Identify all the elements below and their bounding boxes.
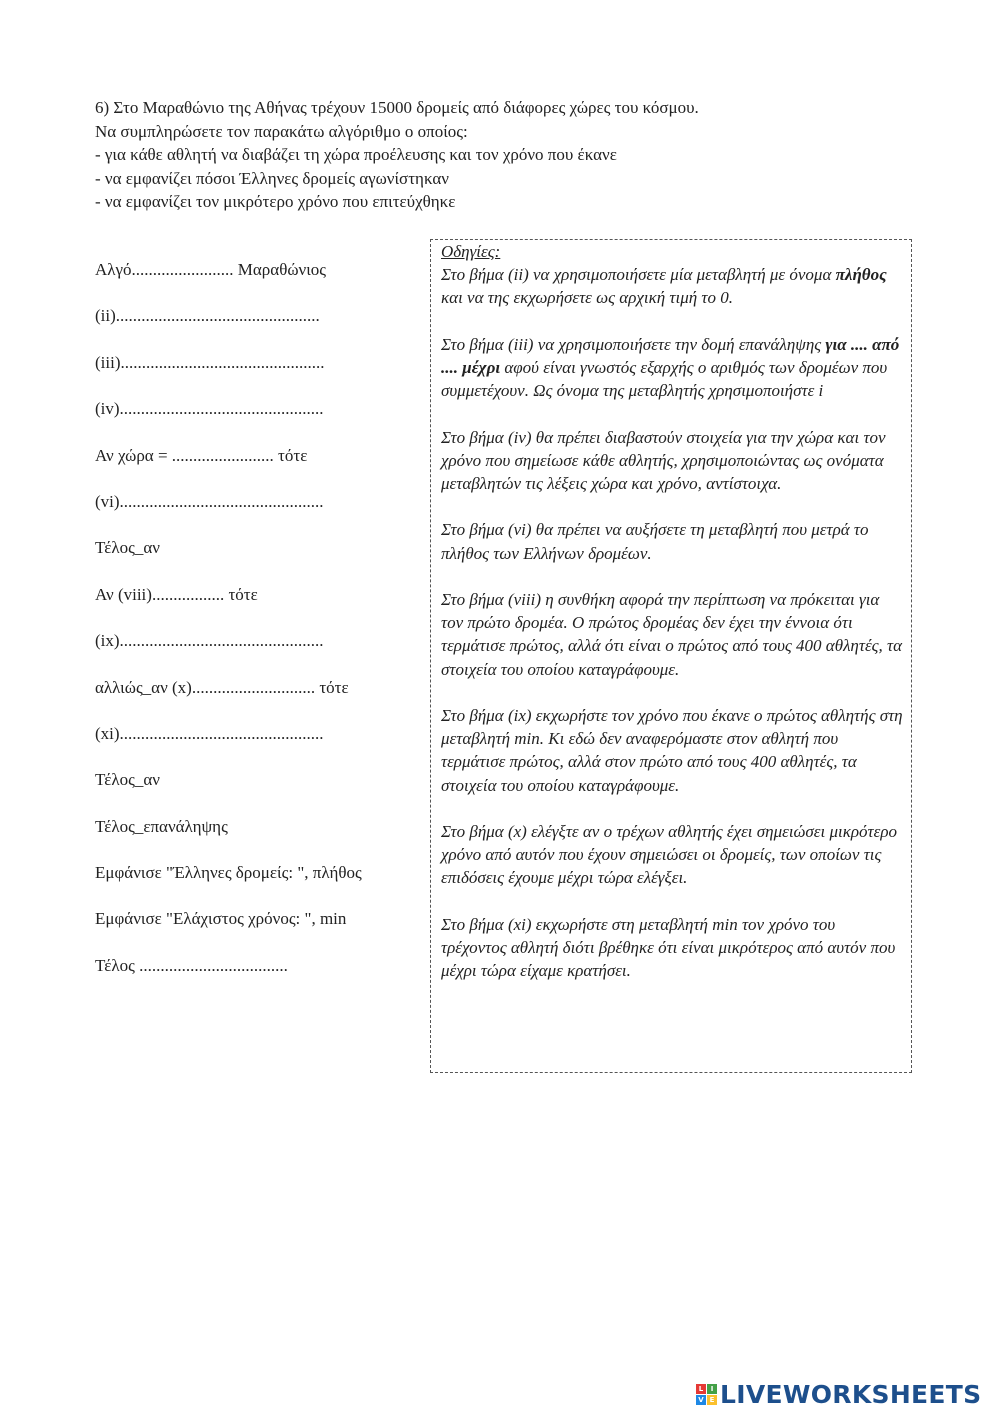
instruction-paragraph: Στο βήμα (vi) θα πρέπει να αυξήσετε τη μεταβλητή που μετρά το πλήθος των Ελλήνων δρομέων. <box>441 520 869 563</box>
algorithm-line: Τέλος_επανάληψης <box>95 816 228 836</box>
intro-line: 6) Στο Μαραθώνιο της Αθήνας τρέχουν 15000 δρομείς από διάφορες χώρες του κόσμου. <box>95 98 699 117</box>
algorithm-line: αλλιώς_αν (x)............................. τότε <box>95 677 349 697</box>
algorithm-line: (ix)................................................ <box>95 631 324 651</box>
intro-text <box>95 96 955 214</box>
instruction-text: και να της εκχωρήσετε ως αρχική τιμή το 0. <box>441 288 734 308</box>
algorithm-line: Εμφάνισε "Ελάχιστος χρόνος: ", min <box>95 909 347 929</box>
instruction-paragraph: Στο βήμα (x) ελέγξτε αν ο τρέχων αθλητής έχει σημειώσει μικρότερο χρόνο από αυτόν που έχουν σημειώσει οι δρομείς, των οποίων τις επιδόσεις έχουμε μέχρι τώρα ελέγξει. <box>441 821 897 888</box>
algorithm-line: (vi)................................................ <box>95 491 324 511</box>
instruction-paragraph: Στο βήμα (viii) η συνθήκη αφορά την περίπτωση να πρόκειται για τον πρώτο δρομέα. Ο πρώτος δρομέας δεν έχει την έννοια ότι τερμάτισε πρώτος, αλλά ότι είναι ο πρώτος από τους 400 αθλητές, τα στοιχεία του οποίου καταγράφουμε. <box>441 589 903 679</box>
logo-block: I <box>707 1384 717 1394</box>
algorithm-line: (iv)................................................ <box>95 399 324 419</box>
logo-blocks-icon <box>696 1384 717 1405</box>
instruction-keyword: για .... από .... μέχρι <box>441 334 900 377</box>
intro-line: - να εμφανίζει τον μικρότερο χρόνο που επιτεύχθηκε <box>95 192 456 211</box>
algorithm-line: Αν χώρα = ........................ τότε <box>95 445 308 465</box>
instruction-paragraph: Στο βήμα (xi) εκχωρήστε στη μεταβλητή min τον χρόνο του τρέχοντος αθλητή διότι βρέθηκε ότι είναι μικρότερος από αυτόν που μέχρι τώρα είχαμε κρατήσει. <box>441 914 896 981</box>
instruction-text: Στο βήμα (iii) να χρησιμοποιήσετε την δομή επανάληψης <box>441 334 826 354</box>
instruction-paragraph <box>441 263 903 309</box>
algorithm-line: Τέλος ................................... <box>95 955 288 975</box>
intro-line: Να συμπληρώσετε τον παρακάτω αλγόριθμο ο οποίος: <box>95 121 468 141</box>
logo-block: V <box>696 1395 706 1405</box>
logo-block: E <box>707 1395 717 1405</box>
instruction-text: Στο βήμα (ii) να χρησιμοποιήσετε μία μεταβλητή με όνομα <box>441 265 836 285</box>
instruction-text: αφού είναι γνωστός εξαρχής ο αριθμός των δρομέων που συμμετέχουν. Ως όνομα της μεταβλητής χρησιμοποιήστε i <box>441 358 888 401</box>
algorithm-line: Τέλος_αν <box>95 538 160 558</box>
instruction-paragraph <box>441 333 903 403</box>
algorithm-line: (xi)................................................ <box>95 723 324 743</box>
instruction-paragraph: Στο βήμα (iv) θα πρέπει διαβαστούν στοιχεία για την χώρα και τον χρόνο που σημείωσε κάθε αθλητής, χρησιμοποιώντας ως ονόματα μεταβλητών τις λέξεις χώρα και χρόνο, αντίστοιχα. <box>441 427 886 493</box>
instruction-paragraph: Στο βήμα (ix) εκχωρήστε τον χρόνο που έκανε ο πρώτος αθλητής στη μεταβλητή min. Κι εδώ δεν αναφερόμαστε στον αθλητή που τερμάτισε πρώτος, αλλά στον πρώτο από τους 400 αθλητές, τα στοιχεία του οποίου καταγράφουμε. <box>441 705 903 795</box>
algorithm-line: (ii)................................................ <box>95 306 320 326</box>
logo-block: L <box>696 1384 706 1394</box>
algorithm-listing <box>95 258 425 1000</box>
intro-line: - να εμφανίζει πόσοι Έλληνες δρομείς αγωνίστηκαν <box>95 168 449 188</box>
algorithm-line: Εμφάνισε "Έλληνες δρομείς: ", πλήθος <box>95 863 362 883</box>
instruction-keyword: πλήθος <box>835 265 887 285</box>
instructions-box <box>430 239 912 1073</box>
algorithm-line: Αλγό........................ Μαραθώνιος <box>95 260 327 279</box>
intro-line: - για κάθε αθλητή να διαβάζει τη χώρα προέλευσης και τον χρόνο που έκανε <box>95 145 617 164</box>
liveworksheets-logo[interactable] <box>696 1378 981 1410</box>
algorithm-line: (iii)................................................ <box>95 352 325 372</box>
instructions-title: Οδηγίες: <box>441 242 501 261</box>
algorithm-line: Τέλος_αν <box>95 770 160 790</box>
algorithm-line: Αν (viii)................. τότε <box>95 584 258 604</box>
logo-text: LIVEWORKSHEETS <box>720 1379 982 1409</box>
